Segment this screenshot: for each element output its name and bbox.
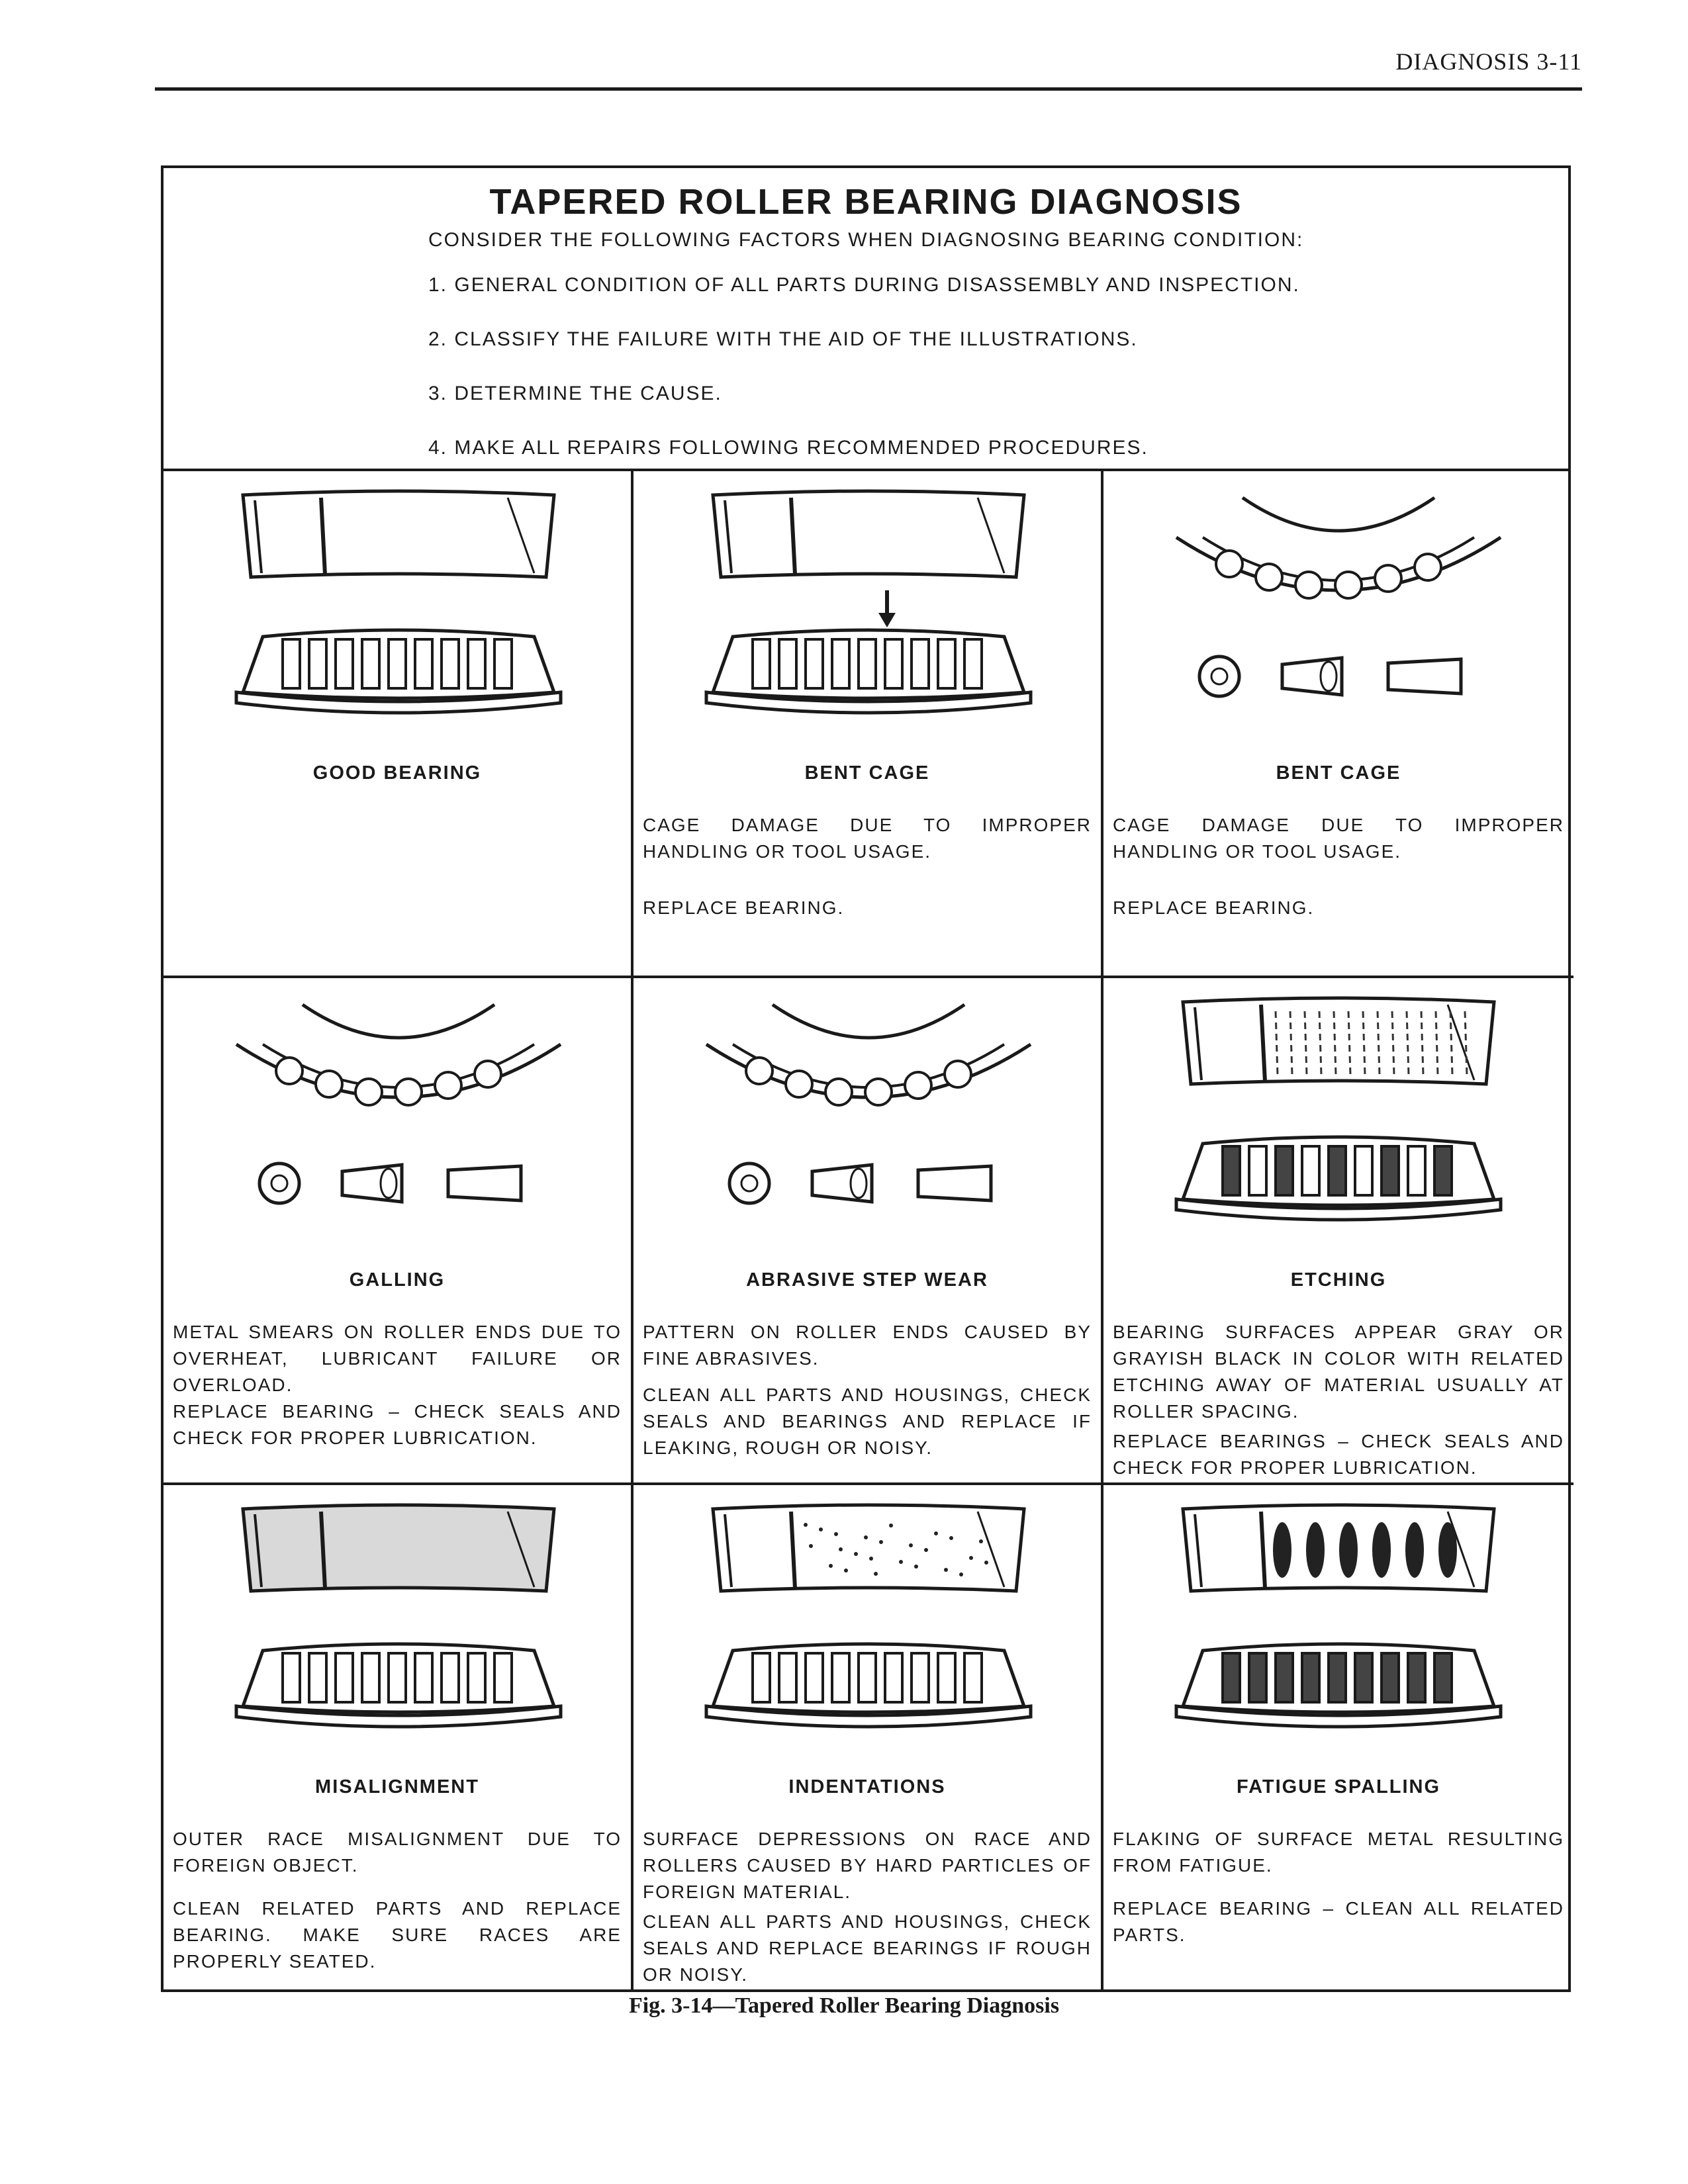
cone-roller: [1249, 1146, 1266, 1195]
cone-roller: [309, 1653, 326, 1702]
cone-roller: [415, 639, 432, 688]
roller-side-end: [381, 1169, 397, 1198]
indentation-mark: [829, 1564, 833, 1568]
intro-step: 3. DETERMINE THE CAUSE.: [428, 383, 722, 404]
cage-roller: [825, 1079, 852, 1105]
indentation-mark: [969, 1556, 973, 1560]
cone-roller: [753, 639, 770, 688]
illustration-etching: [1103, 978, 1573, 1263]
cone-roller: [859, 639, 876, 688]
condition-description: PATTERN ON ROLLER ENDS CAUSED BY FINE ABRASIVES.: [643, 1322, 1092, 1369]
condition-action: REPLACE BEARING.: [1113, 897, 1315, 918]
cone-roller: [283, 1653, 300, 1702]
cone-roller: [832, 639, 849, 688]
illustration-fatigue-spalling: [1103, 1485, 1573, 1770]
diagnosis-chart-frame: [161, 165, 1571, 1992]
roller-end-center: [1211, 668, 1227, 684]
condition-cell-etching: [1103, 978, 1573, 1485]
indentation-mark: [879, 1540, 883, 1544]
indentation-mark: [809, 1544, 813, 1548]
cage-roller: [945, 1061, 971, 1087]
indentation-mark: [984, 1561, 988, 1565]
cone-roller: [1276, 1653, 1293, 1702]
spall-mark: [1405, 1522, 1424, 1578]
condition-description: METAL SMEARS ON ROLLER ENDS DUE TO OVERHEAT, LUBRICANT FAILURE OR OVERLOAD.: [173, 1322, 622, 1395]
indentation-mark: [924, 1548, 928, 1552]
condition-description: CAGE DAMAGE DUE TO IMPROPER HANDLING OR TOOL USAGE.: [643, 815, 1092, 862]
condition-cell-indentations: [633, 1485, 1103, 1992]
cone-roller: [415, 1653, 432, 1702]
cage-roller: [276, 1058, 303, 1084]
condition-title: BENT CAGE: [1276, 762, 1401, 784]
cage-roller: [1216, 551, 1243, 577]
cone-roller: [964, 1653, 982, 1702]
condition-title: ETCHING: [1290, 1269, 1387, 1291]
condition-title: INDENTATIONS: [788, 1776, 946, 1797]
cone-roller: [1382, 1653, 1399, 1702]
indentation-mark: [909, 1543, 913, 1547]
condition-action: REPLACE BEARINGS – CHECK SEALS AND CHECK FOR PROPER LUBRICATION.: [1113, 1431, 1564, 1478]
cone-roller: [1408, 1146, 1425, 1195]
cone-arc: [773, 1005, 964, 1038]
condition-title: ABRASIVE STEP WEAR: [746, 1269, 988, 1291]
cage-roller: [1335, 572, 1362, 598]
indentation-mark: [804, 1523, 808, 1527]
cone-roller: [779, 1653, 796, 1702]
condition-action: REPLACE BEARING – CHECK SEALS AND CHECK FOR PROPER LUBRICATION.: [173, 1401, 622, 1448]
cage-roller: [1415, 554, 1441, 580]
cone-roller: [389, 1653, 406, 1702]
cone-roller: [1249, 1653, 1266, 1702]
roller-profile-view: [918, 1166, 991, 1201]
condition-description: OUTER RACE MISALIGNMENT DUE TO FOREIGN OBJECT.: [173, 1829, 622, 1876]
cone-roller: [938, 1653, 955, 1702]
condition-title: BENT CAGE: [804, 762, 930, 784]
cage-roller: [746, 1058, 773, 1084]
condition-action: REPLACE BEARING – CLEAN ALL RELATED PARTS.: [1113, 1898, 1564, 1945]
condition-action: CLEAN RELATED PARTS AND REPLACE BEARING. MAKE SURE RACES ARE PROPERLY SEATED.: [173, 1898, 622, 1972]
indentation-mark: [979, 1539, 983, 1543]
roller-side-end: [851, 1169, 867, 1198]
intro-step: 2. CLASSIFY THE FAILURE WITH THE AID OF THE ILLUSTRATIONS.: [428, 328, 1138, 350]
condition-description: BEARING SURFACES APPEAR GRAY OR GRAYISH BLACK IN COLOR WITH RELATED ETCHING AWAY OF MATERIAL USUALLY AT ROLLER SPACING.: [1113, 1322, 1564, 1422]
cone-roller: [1223, 1653, 1240, 1702]
cone-roller: [964, 639, 982, 688]
illustration-good-bearing: [164, 471, 633, 756]
cone-roller: [859, 1653, 876, 1702]
header-rule: [155, 87, 1582, 91]
indentation-mark: [874, 1572, 878, 1576]
condition-title: FATIGUE SPALLING: [1236, 1776, 1441, 1797]
condition-description: CAGE DAMAGE DUE TO IMPROPER HANDLING OR TOOL USAGE.: [1113, 815, 1564, 862]
condition-cell-bent-cage-b: [1103, 471, 1573, 978]
indentation-mark: [934, 1531, 938, 1535]
cone-roller: [885, 639, 902, 688]
intro-subtitle: CONSIDER THE FOLLOWING FACTORS WHEN DIAGNOSING BEARING CONDITION:: [428, 229, 1304, 251]
illustration-abrasive-step-wear: [633, 978, 1103, 1263]
roller-profile-view: [1388, 659, 1461, 694]
indentation-mark: [899, 1560, 903, 1564]
cone-roller: [753, 1653, 770, 1702]
condition-cell-misalignment: [164, 1485, 633, 1992]
spall-mark: [1438, 1522, 1457, 1578]
spall-mark: [1273, 1522, 1291, 1578]
indentation-mark: [949, 1536, 953, 1540]
cage-roller: [905, 1072, 931, 1099]
indentation-mark: [844, 1569, 848, 1572]
cage-roller: [865, 1079, 892, 1105]
indentation-mark: [819, 1527, 823, 1531]
cone-roller: [468, 639, 485, 688]
cone-roller: [468, 1653, 485, 1702]
cone-arc: [1243, 498, 1434, 531]
condition-action: CLEAN ALL PARTS AND HOUSINGS, CHECK SEALS AND REPLACE BEARINGS IF ROUGH OR NOISY.: [643, 1911, 1092, 1985]
race-cup-outline: [243, 1505, 554, 1591]
cone-roller: [1302, 1146, 1319, 1195]
cage-roller: [395, 1079, 422, 1105]
spall-mark: [1372, 1522, 1391, 1578]
indentation-mark: [839, 1547, 843, 1551]
condition-title: MISALIGNMENT: [315, 1776, 479, 1797]
cone-roller: [494, 1653, 512, 1702]
cone-roller: [806, 1653, 823, 1702]
indentation-mark: [914, 1565, 918, 1569]
cone-roller: [938, 639, 955, 688]
roller-side-end: [1321, 662, 1336, 691]
cone-roller: [779, 639, 796, 688]
spall-mark: [1306, 1522, 1325, 1578]
condition-cell-bent-cage-a: [633, 471, 1103, 978]
cage-roller: [1295, 572, 1322, 598]
intro-section: [164, 168, 1568, 469]
condition-action: REPLACE BEARING.: [643, 897, 845, 918]
indentation-mark: [864, 1535, 868, 1539]
condition-cell-galling: [164, 978, 633, 1485]
condition-title: GALLING: [349, 1269, 445, 1291]
cone-roller: [912, 639, 929, 688]
cone-roller: [1355, 1653, 1372, 1702]
condition-cell-abrasive-step-wear: [633, 978, 1103, 1485]
cone-roller: [336, 639, 353, 688]
cone-roller: [806, 639, 823, 688]
figure-caption: Fig. 3-14—Tapered Roller Bearing Diagnosis: [628, 1993, 1060, 2018]
cage-roller: [1256, 564, 1282, 590]
cage-roller: [316, 1071, 342, 1097]
cage-roller: [1375, 565, 1401, 592]
cone-roller: [912, 1653, 929, 1702]
indentation-mark: [834, 1532, 838, 1536]
indentation-mark: [959, 1572, 963, 1576]
indentation-mark: [889, 1524, 893, 1527]
roller-end-center: [741, 1175, 757, 1191]
cone-roller: [389, 639, 406, 688]
cone-roller: [1329, 1146, 1346, 1195]
cone-roller: [1223, 1146, 1240, 1195]
indentation-mark: [854, 1552, 858, 1556]
condition-cell-fatigue-spalling: [1103, 1485, 1573, 1992]
condition-description: SURFACE DEPRESSIONS ON RACE AND ROLLERS CAUSED BY HARD PARTICLES OF FOREIGN MATERIAL.: [643, 1829, 1092, 1902]
cone-roller: [362, 1653, 379, 1702]
condition-grid: [164, 469, 1568, 1989]
intro-title: TAPERED ROLLER BEARING DIAGNOSIS: [489, 182, 1243, 222]
illustration-indentations: [633, 1485, 1103, 1770]
indentation-mark: [944, 1568, 948, 1572]
illustration-bent-cage-b: [1103, 471, 1573, 756]
cone-roller: [362, 639, 379, 688]
cone-roller: [1329, 1653, 1346, 1702]
damage-arrow-head: [878, 613, 896, 627]
cage-roller: [355, 1079, 382, 1105]
cone-roller: [442, 1653, 459, 1702]
page-header-title: DIAGNOSIS 3-11: [1395, 48, 1582, 75]
race-cup-outline: [713, 1505, 1024, 1591]
cone-roller: [1434, 1146, 1452, 1195]
spall-mark: [1339, 1522, 1358, 1578]
condition-description: FLAKING OF SURFACE METAL RESULTING FROM FATIGUE.: [1113, 1829, 1564, 1876]
condition-title: GOOD BEARING: [312, 762, 482, 784]
roller-end-center: [271, 1175, 287, 1191]
race-cup-outline: [713, 491, 1024, 577]
race-cup-outline: [1183, 998, 1494, 1084]
cone-roller: [1408, 1653, 1425, 1702]
condition-cell-good-bearing: [164, 471, 633, 978]
cone-roller: [494, 639, 512, 688]
illustration-misalignment: [164, 1485, 633, 1770]
cone-roller: [885, 1653, 902, 1702]
indentation-mark: [869, 1557, 873, 1561]
cone-roller: [1302, 1653, 1319, 1702]
intro-step: 4. MAKE ALL REPAIRS FOLLOWING RECOMMENDED PROCEDURES.: [428, 437, 1149, 459]
intro-steps-list: [428, 274, 1300, 491]
cone-arc: [303, 1005, 494, 1038]
cone-roller: [1382, 1146, 1399, 1195]
roller-profile-view: [448, 1166, 521, 1201]
cone-roller: [1434, 1653, 1452, 1702]
cone-roller: [1355, 1146, 1372, 1195]
intro-step: 1. GENERAL CONDITION OF ALL PARTS DURING DISASSEMBLY AND INSPECTION.: [428, 274, 1300, 296]
cage-roller: [786, 1071, 812, 1097]
cone-roller: [283, 639, 300, 688]
illustration-galling: [164, 978, 633, 1263]
cone-roller: [1276, 1146, 1293, 1195]
cage-roller: [475, 1061, 501, 1087]
cone-roller: [832, 1653, 849, 1702]
cone-roller: [442, 639, 459, 688]
cage-roller: [435, 1072, 461, 1099]
cone-roller: [309, 639, 326, 688]
cone-roller: [336, 1653, 353, 1702]
race-cup-outline: [243, 491, 554, 577]
illustration-bent-cage-a: [633, 471, 1103, 756]
condition-action: CLEAN ALL PARTS AND HOUSINGS, CHECK SEALS AND BEARINGS AND REPLACE IF LEAKING, ROUGH OR NOISY.: [643, 1385, 1092, 1458]
